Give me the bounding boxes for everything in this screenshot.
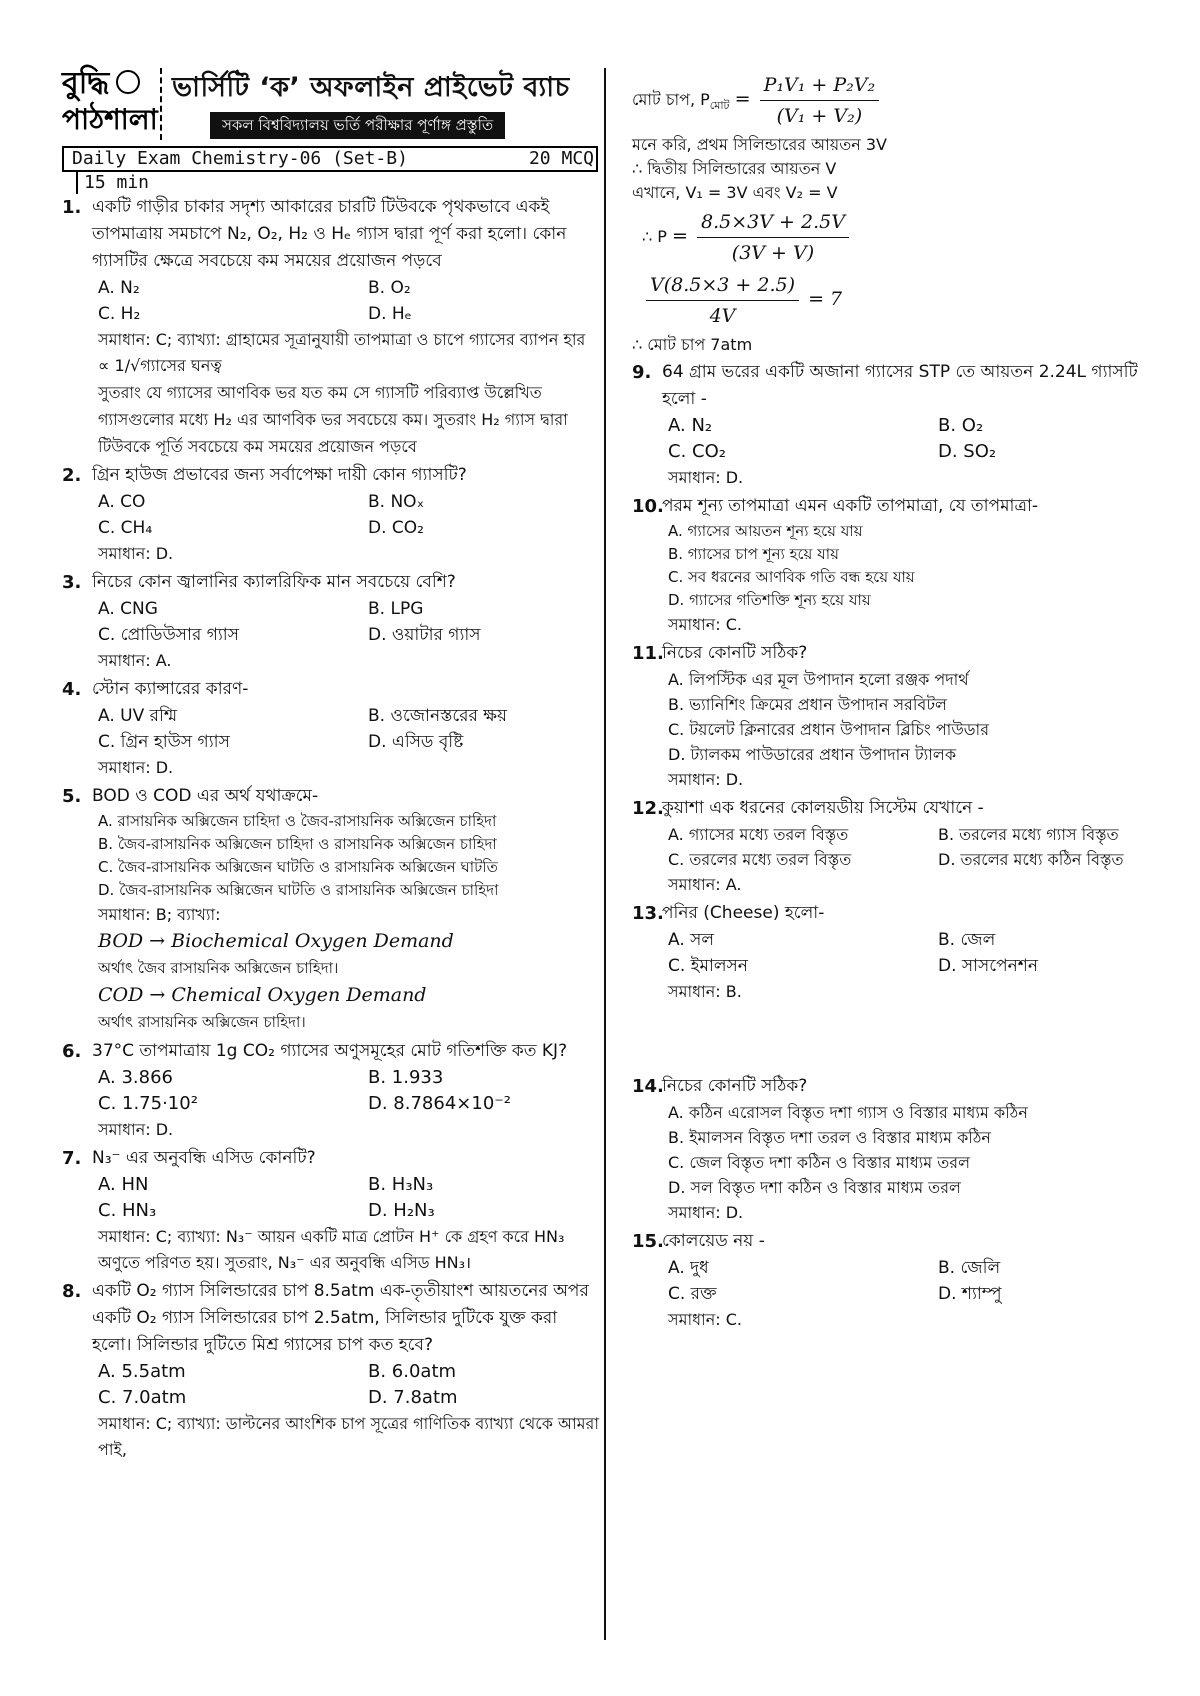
fraction-denominator: (V₁ + V₂) (776, 105, 863, 127)
mcq-count: 20 MCQ (528, 148, 594, 169)
answer-text: সমাধান: B; ব্যাখ্যা: (98, 905, 221, 924)
question-14 (632, 1073, 1162, 1226)
pressure-calc: ∴ P = $\frac{8.5\times 3V + 2.5V}{(3V + V)}$ (632, 207, 1162, 268)
question-9 (632, 359, 1162, 491)
logo-emblem-icon (116, 70, 140, 94)
cod-meaning: অর্থাৎ রাসায়নিক অক্সিজেন চাহিদা। (98, 1013, 306, 1031)
final-pressure-text: ∴ মোট চাপ 7atm (632, 335, 753, 354)
option-c: C. টয়লেট ক্লিনারের প্রধান উপাদান ব্লিচিং পাউডার (668, 720, 990, 739)
question-8 (62, 1278, 600, 1463)
answer-text: সমাধান: A. (668, 875, 742, 894)
option-b: B. 1.933 (368, 1067, 444, 1088)
option-b: B. গ্যাসের চাপ শূন্য হয়ে যায় (668, 545, 839, 563)
option-list (62, 596, 600, 648)
option-a: A. HN (98, 1174, 149, 1195)
option-list (632, 1255, 1162, 1307)
question-number: 8. (62, 1281, 82, 1302)
option-d: D. গ্যাসের গতিশক্তি শূন্য হয়ে যায় (668, 591, 871, 609)
answer-text: সমাধান: D. (98, 544, 174, 563)
question-text: নিচের কোনটি সঠিক? (662, 1076, 808, 1096)
question-text: একটি O₂ গ্যাস সিলিন্ডারের চাপ 8.5atm এক-তৃতীয়াংশ আয়তনের অপর একটি O₂ গ্যাস সিলিন্ডারের চাপ 2.5atm, সিলিন্ডার দুটিকে যুক্ত করা হলো। সিলিন্ডার দুটিতে মিশ্র গ্যাসের চাপ কত হবে? (92, 1281, 589, 1355)
question-text: পনির (Cheese) হলো- (662, 903, 825, 923)
assumption-text: মনে করি, প্রথম সিলিন্ডারের আয়তন 3V (632, 135, 888, 154)
brand-header (62, 66, 602, 142)
answer-text: সমাধান: C. (668, 615, 742, 634)
answer-text: সমাধান: A. (98, 651, 172, 670)
bod-definition: BOD → Biochemical Oxygen Demand (98, 930, 454, 952)
answer-text: সমাধান: D. (98, 758, 174, 777)
batch-subtitle: সকল বিশ্ববিদ্যালয় ভর্তি পরীক্ষার পূর্ণাঙ্গ প্রস্তুতি (210, 112, 505, 139)
question-1 (62, 194, 600, 460)
question-11 (632, 640, 1162, 793)
question-2 (62, 462, 600, 567)
option-d: D. সাসপেনশন (938, 956, 1039, 976)
option-list (62, 275, 600, 327)
question-number: 2. (62, 465, 82, 486)
option-a: A. N₂ (98, 278, 140, 298)
option-b: B. O₂ (368, 278, 411, 298)
question-12 (632, 795, 1162, 898)
question-text: গ্রিন হাউজ প্রভাবের জন্য সর্বাপেক্ষা দায়ী কোন গ্যাসটি? (92, 465, 467, 485)
option-c: C. HN₃ (98, 1200, 157, 1221)
question-3 (62, 569, 600, 674)
question-10 (632, 493, 1162, 638)
option-c: C. H₂ (98, 304, 141, 324)
option-list (62, 1065, 600, 1117)
question-number: 14. (632, 1076, 664, 1097)
option-c: C. সব ধরনের আণবিক গতি বন্ধ হয়ে যায় (668, 568, 915, 586)
pressure-fraction (760, 70, 879, 131)
option-c: C. 7.0atm (98, 1387, 187, 1408)
answer-text: সমাধান: B. (668, 982, 742, 1001)
option-c: C. গ্রিন হাউস গ্যাস (98, 732, 230, 752)
option-b: B. O₂ (938, 415, 984, 436)
option-list (632, 927, 1162, 979)
question-text: 37°C তাপমাত্রায় 1g CO₂ গ্যাসের অণুসমূহের মোট গতিশক্তি কত KJ? (92, 1041, 568, 1061)
volume-values-text: এখানে, V₁ = 3V এবং V₂ = V (632, 183, 838, 202)
question-13 (632, 900, 1162, 1005)
answer-text: সমাধান: C; ব্যাখ্যা: ডাল্টনের আংশিক চাপ সূত্রের গাণিতিক ব্যাখ্যা থেকে আমরা পাই, (98, 1414, 599, 1459)
option-c: C. জেল বিস্তৃত দশা কঠিন ও বিস্তার মাধ্যম তরল (668, 1153, 971, 1172)
question-text: N₃⁻ এর অনুবন্ধি এসিড কোনটি? (92, 1148, 316, 1168)
question-15 (632, 1228, 1162, 1333)
answer-text: সমাধান: D. (668, 1203, 744, 1222)
option-b: B. NOₓ (368, 492, 425, 512)
exam-title-box (62, 146, 598, 172)
option-c: C. 1.75·10² (98, 1093, 198, 1114)
total-pressure-label: মোট চাপ, P (632, 90, 710, 109)
blank-space (632, 1007, 1162, 1073)
option-a: A. UV রশ্মি (98, 706, 178, 726)
batch-title: ভার্সিটি ‘ক’ অফলাইন প্রাইভেট ব্যাচ (172, 72, 570, 103)
option-list (62, 810, 600, 902)
calc-denominator: (3V + V) (731, 242, 815, 264)
question-number: 3. (62, 572, 82, 593)
option-a: A. সল (668, 930, 715, 950)
answer-text: সমাধান: D. (668, 770, 744, 789)
question-text: কোলয়েড নয় - (662, 1231, 765, 1251)
option-d: D. ওয়াটার গ্যাস (368, 625, 481, 645)
question-number: 6. (62, 1041, 82, 1062)
option-list (632, 667, 1162, 767)
option-b: B. জেল (938, 930, 996, 950)
cod-definition: COD → Chemical Oxygen Demand (98, 984, 427, 1006)
question-text: 64 গ্রাম ভরের একটি অজানা গ্যাসের STP তে আয়তন 2.24L গ্যাসটি হলো - (662, 362, 1138, 409)
option-b: B. জৈব-রাসায়নিক অক্সিজেন চাহিদা ও রাসায়নিক অক্সিজেন চাহিদা (98, 835, 497, 853)
header-separator (160, 68, 164, 140)
option-a: A. CO (98, 492, 146, 512)
option-list (62, 1172, 600, 1224)
question-number: 11. (632, 643, 664, 664)
question-7 (62, 1145, 600, 1276)
option-b: B. H₃N₃ (368, 1174, 434, 1195)
option-c: C. ইমালসন (668, 956, 748, 976)
option-d: D. শ্যাম্পু (938, 1284, 1002, 1304)
question-6 (62, 1038, 600, 1143)
second-volume-text: ∴ দ্বিতীয় সিলিন্ডারের আয়তন V (632, 159, 837, 178)
option-d: D. ট্যালকম পাউডারের প্রধান উপাদান ট্যালক (668, 745, 957, 764)
option-list (632, 413, 1162, 465)
option-d: D. 8.7864×10⁻² (368, 1093, 511, 1114)
option-b: B. জেলি (938, 1258, 1001, 1278)
total-pressure-subscript: মোট (709, 99, 730, 113)
fraction-numerator: P₁V₁ + P₂V₂ (760, 70, 879, 101)
option-a: A. N₂ (668, 415, 713, 436)
option-d: D. SO₂ (938, 441, 997, 462)
option-list (632, 520, 1162, 612)
option-list (632, 1100, 1162, 1200)
question-number: 5. (62, 786, 82, 807)
option-a: A. লিপস্টিক এর মূল উপাদান হলো রঞ্জক পদার্থ (668, 670, 969, 689)
step-numerator: V(8.5×3 + 2.5) (646, 270, 799, 301)
calc-fraction (697, 207, 849, 268)
option-a: A. কঠিন এরোসল বিস্তৃত দশা গ্যাস ও বিস্তার মাধ্যম কঠিন (668, 1103, 1028, 1122)
brand-logo (62, 66, 158, 142)
option-d: D. সল বিস্তৃত দশা কঠিন ও বিস্তার মাধ্যম তরল (668, 1178, 961, 1197)
question-text: পরম শূন্য তাপমাত্রা এমন একটি তাপমাত্রা, যে তাপমাত্রা- (662, 496, 1039, 516)
answer-text: সমাধান: C; ব্যাখ্যা: গ্রাহামের সূত্রানুযায়ী তাপমাত্রা ও চাপে গ্যাসের ব্যাপন হার ∝ 1/√গ্যাসের ঘনত্ব (98, 330, 586, 375)
question-number: 1. (62, 197, 82, 218)
total-pressure-formula: মোট চাপ, $P_{মোট}$ = $\frac{\text{P₁V₁ + P₂V₂}}{\text{(V₁ + V₂)}}$ (632, 70, 1162, 131)
option-b: B. ওজোনস্তরের ক্ষয় (368, 706, 508, 726)
option-b: B. 6.0atm (368, 1361, 457, 1382)
question-text: স্টোন ক্যান্সারের কারণ- (92, 679, 249, 699)
option-list (62, 1359, 600, 1411)
option-c: C. প্রোডিউসার গ্যাস (98, 625, 239, 645)
option-d: D. জৈব-রাসায়নিক অক্সিজেন ঘাটতি ও রাসায়নিক অক্সিজেন চাহিদা (98, 881, 499, 899)
option-b: B. LPG (368, 599, 424, 619)
option-a: A. CNG (98, 599, 158, 619)
answer-text: সমাধান: D. (668, 468, 744, 487)
exam-time: 15 min (76, 172, 149, 194)
option-list (62, 703, 600, 755)
option-a: A. 5.5atm (98, 1361, 186, 1382)
option-a: A. দুধ (668, 1258, 709, 1278)
option-d: D. এসিড বৃষ্টি (368, 732, 464, 752)
option-c: C. তরলের মধ্যে তরল বিস্তৃত (668, 850, 852, 869)
step-result: = 7 (808, 288, 843, 310)
calc-numerator: 8.5×3V + 2.5V (697, 207, 849, 238)
question-number: 13. (632, 903, 664, 924)
logo-text-line1: বুদ্ধি (62, 66, 110, 101)
exam-name: Daily Exam Chemistry-06 (Set-B) (72, 148, 408, 169)
explanation-text: সুতরাং যে গ্যাসের আণবিক ভর যত কম সে গ্যাসটি পরিব্যাপ্ত উল্লেখিত গ্যাসগুলোর মধ্যে H₂ এর আণবিক ভর সবচেয়ে কম। সুতরাং H₂ গ্যাস দ্বারা টিউবকে পূর্তি সবচেয়ে কম সময়ের প্রয়োজন পড়বে (98, 383, 568, 456)
option-d: D. 7.8atm (368, 1387, 458, 1408)
question-number: 15. (632, 1231, 664, 1252)
question-5 (62, 783, 600, 1036)
question-text: নিচের কোন জ্বালানির ক্যালরিফিক মান সবচেয়ে বেশি? (92, 572, 456, 592)
option-a: A. 3.866 (98, 1067, 173, 1088)
answer-text: সমাধান: C; ব্যাখ্যা: N₃⁻ আয়ন একটি মাত্র প্রোটন H⁺ কে গ্রহণ করে HN₃ অণুতে পরিণত হয়। সুতরাং, N₃⁻ এর অনুবন্ধি এসিড HN₃। (98, 1227, 565, 1272)
option-d: D. তরলের মধ্যে কঠিন বিস্তৃত (938, 850, 1124, 869)
logo-text-line2: পাঠশালা (62, 103, 158, 136)
option-d: D. CO₂ (368, 518, 424, 538)
column-divider (604, 68, 606, 1640)
step-fraction (646, 270, 799, 331)
question-number: 4. (62, 679, 82, 700)
pressure-symbol: ∴ P (642, 227, 667, 246)
question-number: 9. (632, 362, 652, 383)
option-a: A. গ্যাসের আয়তন শূন্য হয়ে যায় (668, 522, 863, 540)
question-number: 10. (632, 496, 664, 517)
option-list (62, 489, 600, 541)
question-number: 12. (632, 798, 664, 819)
option-a: A. রাসায়নিক অক্সিজেন চাহিদা ও জৈব-রাসায়নিক অক্সিজেন চাহিদা (98, 812, 497, 830)
option-c: C. CO₂ (668, 441, 726, 462)
option-c: C. CH₄ (98, 518, 153, 538)
option-list (632, 822, 1162, 872)
option-c: C. রক্ত (668, 1284, 717, 1304)
option-d: D. H₂N₃ (368, 1200, 435, 1221)
question-text: BOD ও COD এর অর্থ যথাক্রমে- (92, 786, 319, 806)
bod-meaning: অর্থাৎ জৈব রাসায়নিক অক্সিজেন চাহিদা। (98, 959, 339, 977)
option-b: B. ইমালসন বিস্তৃত দশা তরল ও বিস্তার মাধ্যম কঠিন (668, 1128, 991, 1147)
question-text: কুয়াশা এক ধরনের কোলয়ডীয় সিস্টেম যেখানে - (662, 798, 984, 818)
question-number: 7. (62, 1148, 82, 1169)
question-8-solution (632, 70, 1162, 357)
option-c: C. জৈব-রাসায়নিক অক্সিজেন ঘাটতি ও রাসায়নিক অক্সিজেন ঘাটতি (98, 858, 498, 876)
question-text: একটি গাড়ীর চাকার সদৃশ্য আকারের চারটি টিউবকে পৃথকভাবে একই তাপমাত্রায় সমচাপে N₂, O₂, H₂ ও Hₑ গ্যাস দ্বারা পূর্ণ করা হলো। কোন গ্যাসটির ক্ষেত্রে সবচেয়ে কম সময়ের প্রয়োজন পড়বে (92, 197, 567, 271)
option-b: B. তরলের মধ্যে গ্যাস বিস্তৃত (938, 825, 1119, 844)
option-d: D. Hₑ (368, 304, 412, 324)
question-4 (62, 676, 600, 781)
answer-text: সমাধান: D. (98, 1120, 174, 1139)
pressure-step (632, 270, 1162, 331)
question-text: নিচের কোনটি সঠিক? (662, 643, 808, 663)
right-column (632, 68, 1162, 1335)
option-b: B. ভ্যানিশিং ক্রিমের প্রধান উপাদান সরবিটল (668, 695, 947, 714)
option-a: A. গ্যাসের মধ্যে তরল বিস্তৃত (668, 825, 849, 844)
answer-text: সমাধান: C. (668, 1310, 742, 1329)
step-denominator: 4V (709, 305, 736, 327)
left-column (62, 194, 600, 1465)
